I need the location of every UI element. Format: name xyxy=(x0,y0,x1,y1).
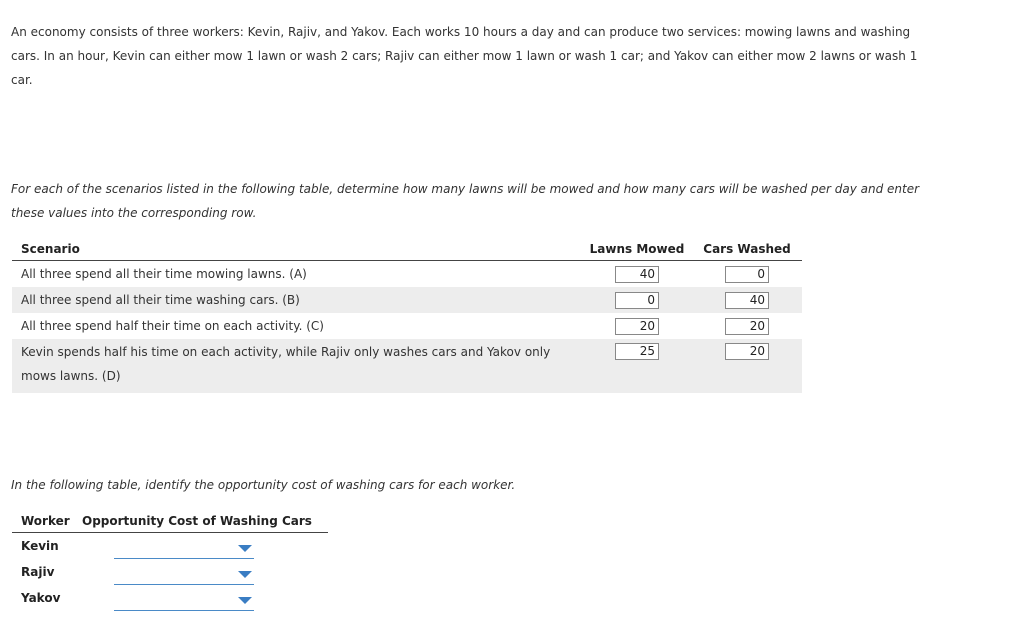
scenario-label: All three spend half their time on each activity. (C) xyxy=(21,319,324,333)
header-worker: Worker xyxy=(12,510,82,533)
scenario-row-a xyxy=(12,261,802,288)
worker-row-kevin xyxy=(12,533,328,560)
lawns-mowed-input-b[interactable]: 0 xyxy=(615,292,659,309)
cars-washed-input-d[interactable]: 20 xyxy=(725,343,769,360)
opportunity-cost-instruction: In the following table, identify the opportunity cost of washing cars for each worker. xyxy=(11,478,516,492)
worker-name: Yakov xyxy=(21,591,61,605)
header-cars-washed: Cars Washed xyxy=(692,238,802,261)
cars-washed-input-b[interactable]: 40 xyxy=(725,292,769,309)
problem-intro: An economy consists of three workers: Kevin, Rajiv, and Yakov. Each works 10 hours a day and can produce two services: mowing lawns and washing cars. In an hour, Kevin can either mow 1 lawn or wash 2 cars; Rajiv can either mow 1 lawn or wash 1 car; and Yakov can either mow 2 lawns or wash 1 car. xyxy=(11,25,918,87)
worker-name: Kevin xyxy=(21,539,59,553)
cars-washed-input-c[interactable]: 20 xyxy=(725,318,769,335)
scenario-label: All three spend all their time washing cars. (B) xyxy=(12,287,582,313)
scenario-row-c xyxy=(12,313,802,339)
scenario-row-b xyxy=(12,287,802,313)
opportunity-cost-dropdown-yakov[interactable] xyxy=(114,590,254,611)
opportunity-cost-dropdown-kevin[interactable] xyxy=(114,538,254,559)
chevron-down-icon[interactable] xyxy=(238,545,252,552)
opportunity-cost-table xyxy=(12,510,328,611)
lawns-mowed-input-d[interactable]: 25 xyxy=(615,343,659,360)
opportunity-cost-header xyxy=(12,510,328,533)
header-opportunity-cost: Opportunity Cost of Washing Cars xyxy=(82,510,328,533)
chevron-down-icon[interactable] xyxy=(238,597,252,604)
worker-name: Rajiv xyxy=(21,565,55,579)
worker-row-yakov xyxy=(12,585,328,611)
scenario-label: Kevin spends half his time on each activity, while Rajiv only washes cars and Yakov only mows lawns. (D) xyxy=(12,339,582,393)
header-scenario: Scenario xyxy=(12,238,582,261)
cars-washed-input-a[interactable]: 0 xyxy=(725,266,769,283)
scenario-table-header xyxy=(12,238,802,261)
opportunity-cost-dropdown-rajiv[interactable] xyxy=(114,564,254,585)
header-lawns-mowed: Lawns Mowed xyxy=(582,238,692,261)
scenario-instruction: For each of the scenarios listed in the following table, determine how many lawns will be mowed and how many cars will be washed per day and enter these values into the corresponding row. xyxy=(11,182,920,220)
lawns-mowed-input-c[interactable]: 20 xyxy=(615,318,659,335)
scenario-row-d xyxy=(12,339,802,393)
chevron-down-icon[interactable] xyxy=(238,571,252,578)
lawns-mowed-input-a[interactable]: 40 xyxy=(615,266,659,283)
scenario-label: All three spend all their time mowing lawns. (A) xyxy=(21,267,307,281)
worker-row-rajiv xyxy=(12,559,328,585)
scenario-table xyxy=(12,238,802,393)
